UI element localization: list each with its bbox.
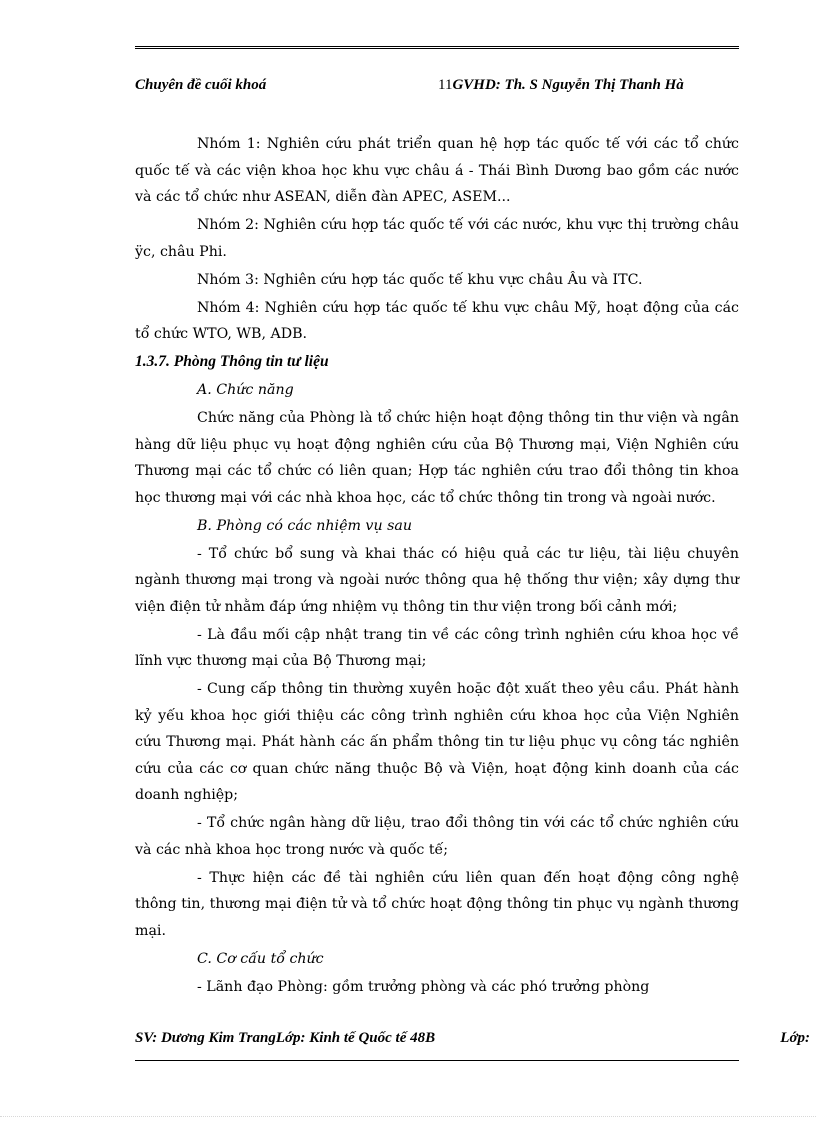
list-item-duty-4: - Tổ chức ngân hàng dữ liệu, trao đổi thông tin với các tổ chức nghiên cứu và các nhà khoa học trong nước và quốc tế;: [135, 815, 739, 858]
header-document-type: Chuyên đề cuối khoá: [135, 77, 267, 93]
document-body: [135, 131, 739, 1002]
header-advisor-name: GVHD: Th. S Nguyễn Thị Thanh Hà: [452, 77, 684, 93]
footer-student: SV: Dương Kim TrangLớp: Kinh tế Quốc tế 48B: [135, 1030, 436, 1046]
page-number: 11: [438, 77, 453, 93]
paragraph-group-3: Nhóm 3: Nghiên cứu hợp tác quốc tế khu vực châu Âu và ITC.: [197, 271, 643, 288]
list-item-duty-3: - Cung cấp thông tin thường xuyên hoặc đột xuất theo yêu cầu. Phát hành kỷ yếu khoa học giới thiệu các công trình nghiên cứu khoa học của Viện Nghiên cứu Thương mại. Phát hành các ấn phẩm thông tin tư liệu phục vụ công tác nghiên cứu của các cơ quan chức năng thuộc Bộ và Viện, hoạt động kinh doanh của các doanh nghiệp;: [135, 681, 739, 803]
paragraph-function: Chức năng của Phòng là tổ chức hiện hoạt động thông tin thư viện và ngân hàng dữ liệu phục vụ hoạt động nghiên cứu của Bộ Thương mại, Viện Nghiên cứu Thương mại các tổ chức có liên quan; Hợp tác nghiên cứu trao đổi thông tin khoa học thương mại với các nhà khoa học, các tổ chức thông tin trong và ngoài nước.: [135, 410, 739, 506]
header-rule: [135, 46, 739, 49]
footer-class-label: Lớp:: [780, 1030, 810, 1046]
list-item-duty-1: - Tổ chức bổ sung và khai thác có hiệu quả các tư liệu, tài liệu chuyên ngành thương mại trong và ngoài nước thông qua hệ thống thư viện; xây dựng thư viện điện tử nhằm đáp ứng nhiệm vụ thông tin thư viện trong bối cảnh mới;: [135, 545, 739, 615]
subheading-function: A. Chức năng: [197, 382, 294, 398]
paragraph-group-1: Nhóm 1: Nghiên cứu phát triển quan hệ hợp tác quốc tế với các tổ chức quốc tế và các viện khoa học khu vực châu á - Thái Bình Dương bao gồm các nước và các tổ chức như ASEAN, diễn đàn APEC, ASEM...: [135, 136, 739, 205]
paragraph-group-2: Nhóm 2: Nghiên cứu hợp tác quốc tế với các nước, khu vực thị trường châu ÿc, châu Phi.: [135, 217, 739, 260]
section-heading: 1.3.7. Phòng Thông tin tư liệu: [135, 353, 329, 370]
subheading-structure: C. Cơ cấu tổ chức: [197, 950, 324, 967]
page-edge-divider: [0, 1116, 816, 1117]
footer-rule: [135, 1060, 739, 1061]
list-item-structure-1: - Lãnh đạo Phòng: gồm trưởng phòng và các phó trưởng phòng: [197, 978, 650, 995]
header-advisor: [438, 74, 684, 96]
list-item-duty-5: - Thực hiện các đề tài nghiên cứu liên quan đến hoạt động công nghệ thông tin, thương mại điện tử và tổ chức hoạt động thông tin phục vụ ngành thương mại.: [135, 869, 739, 939]
subheading-duties: B. Phòng có các nhiệm vụ sau: [197, 517, 412, 534]
paragraph-group-4: Nhóm 4: Nghiên cứu hợp tác quốc tế khu vực châu Mỹ, hoạt động của các tổ chức WTO, WB, ADB.: [135, 299, 739, 342]
list-item-duty-2: - Là đầu mối cập nhật trang tin về các công trình nghiên cứu khoa học về lĩnh vực thương mại của Bộ Thương mại;: [135, 626, 739, 669]
